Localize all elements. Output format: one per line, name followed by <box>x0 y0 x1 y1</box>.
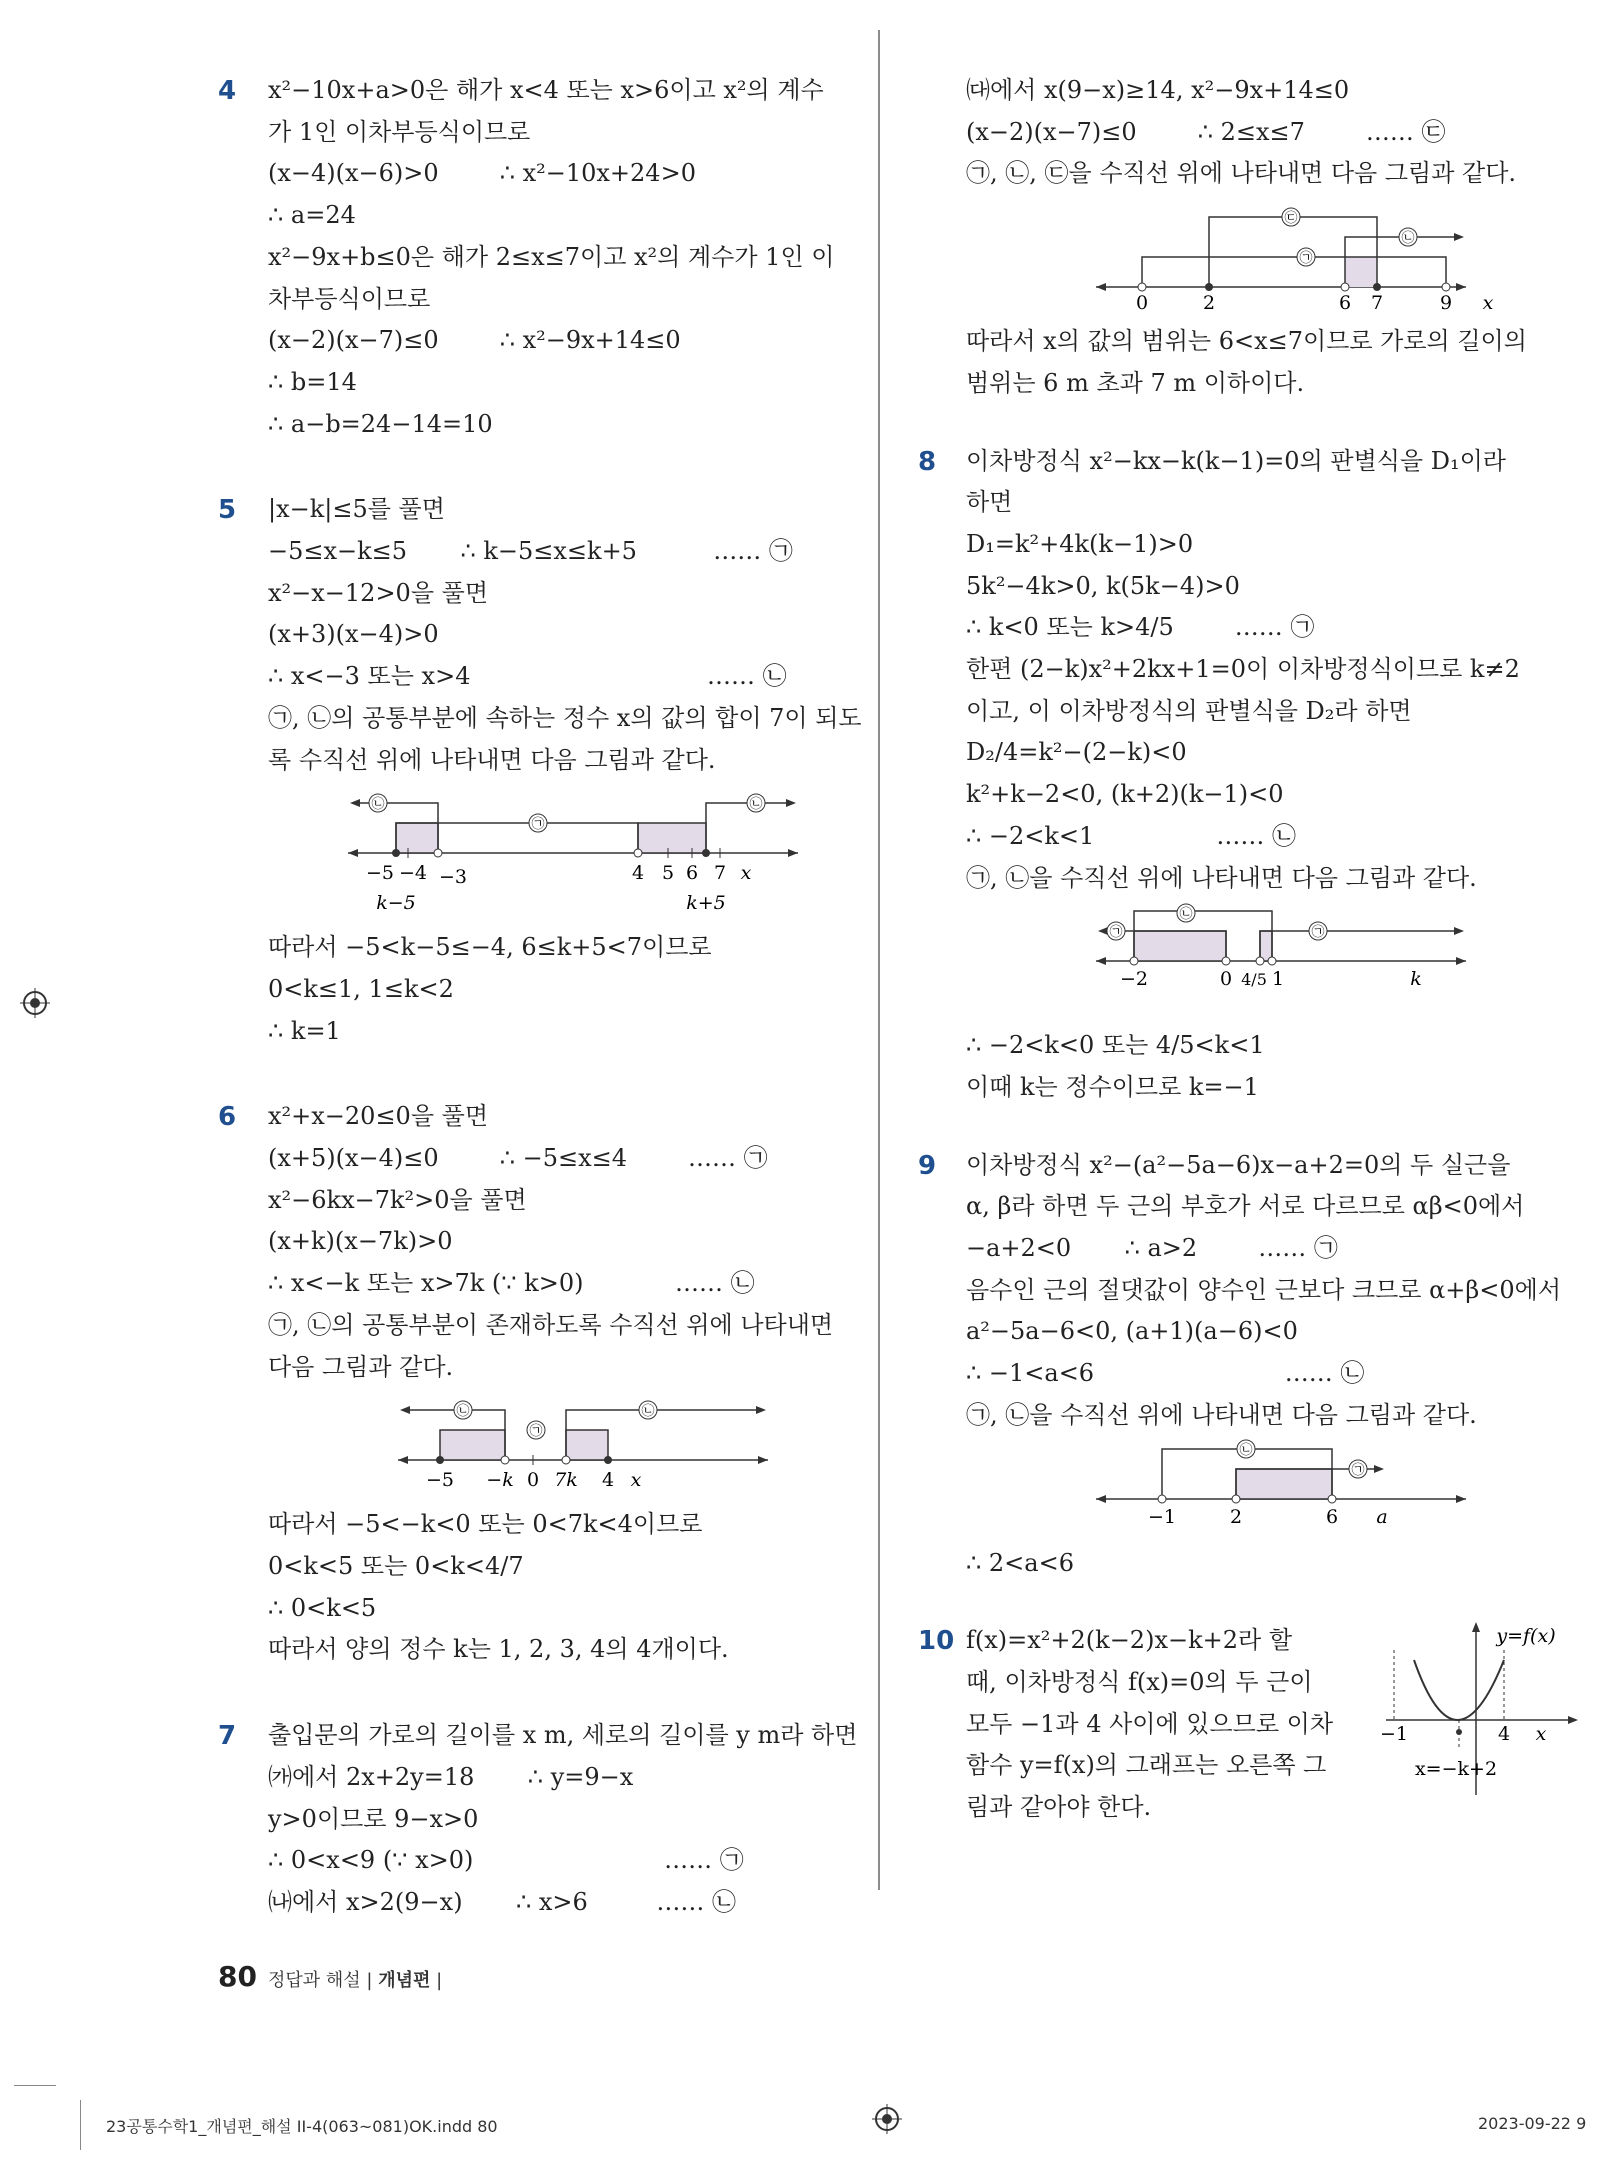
fig-label: ㉠ <box>1311 925 1325 941</box>
text-line: y>0이므로 9−x>0 <box>268 1804 479 1833</box>
number-line-figure <box>966 201 1526 315</box>
fig-label: ㉡ <box>371 797 385 813</box>
text-line: ∴ x<−k 또는 x>7k (∵ k>0) …… ㉡ <box>268 1269 755 1298</box>
text-line: (x−2)(x−7)≤0 ∴ 2≤x≤7 …… ㉢ <box>966 117 1446 146</box>
fig-label: −5 <box>425 1469 455 1492</box>
text-line: 따라서 양의 정수 k는 1, 2, 3, 4의 4개이다. <box>268 1635 729 1664</box>
text-line: (x−2)(x−7)≤0 ∴ x²−9x+14≤0 <box>268 326 681 355</box>
fig-label: ㉠ <box>1351 1462 1365 1478</box>
text-line: ∴ 2<a<6 <box>966 1548 1074 1577</box>
fig-label: k+5 <box>686 892 726 915</box>
text-line: 5k²−4k>0, k(5k−4)>0 <box>966 571 1240 600</box>
footer-label: 정답과 해설 | 개념편 | <box>268 1970 443 1991</box>
text-line: ㈏에서 x>2(9−x) ∴ x>6 …… ㉡ <box>268 1887 737 1916</box>
fig-label: 7 <box>713 862 727 885</box>
text-line: 함수 y=f(x)의 그래프는 오른쪽 그 <box>966 1751 1327 1780</box>
fig-label: 2 <box>1202 292 1216 315</box>
fig-label: ㉡ <box>1401 231 1415 247</box>
text-line: |x−k|≤5를 풀면 <box>268 495 445 524</box>
fig-label: −1 <box>1379 1723 1409 1746</box>
text-line: ㈐에서 x(9−x)≥14, x²−9x+14≤0 <box>966 76 1350 104</box>
problem-6 <box>218 1096 848 1671</box>
registration-mark-icon <box>20 988 50 1018</box>
fig-label: 9 <box>1439 292 1453 315</box>
fig-label: ㉠ <box>1299 251 1313 267</box>
column-divider <box>878 30 880 1890</box>
text-line: 음수인 근의 절댓값이 양수인 근보다 크므로 α+β<0에서 <box>966 1275 1562 1304</box>
text-line: 록 수직선 위에 나타내면 다음 그림과 같다. <box>268 745 716 774</box>
number-line-figure <box>966 1443 1526 1533</box>
text-line: ∴ a=24 <box>268 201 356 230</box>
text-line: 때, 이차방정식 f(x)=0의 두 근이 <box>966 1667 1313 1696</box>
text-line: ∴ 0<k<5 <box>268 1593 377 1622</box>
text-line: ∴ −2<k<1 …… ㉡ <box>966 821 1296 850</box>
slug-left: 23공통수학1_개념편_해설 II-4(063~081)OK.indd 80 <box>106 2117 498 2136</box>
problem-7-continued <box>918 70 1538 405</box>
text-line: ∴ −2<k<0 또는 4/5<k<1 <box>966 1031 1265 1060</box>
fig-label: 6 <box>1338 292 1352 315</box>
fig-label: x <box>1482 292 1494 315</box>
fig-label: a <box>1376 1505 1388 1528</box>
text-line: −5≤x−k≤5 ∴ k−5≤x≤k+5 …… ㉠ <box>268 537 793 566</box>
text-line: ㉠, ㉡을 수직선 위에 나타내면 다음 그림과 같다. <box>966 1400 1477 1429</box>
fig-label: 4 <box>1497 1723 1511 1746</box>
problem-4 <box>218 70 848 445</box>
text-line: −a+2<0 ∴ a>2 …… ㉠ <box>966 1234 1338 1263</box>
text-line: 하면 <box>966 488 1013 517</box>
fig-label: ㉢ <box>1284 211 1298 227</box>
fig-label: 6 <box>685 862 699 885</box>
fig-label: 7 <box>1370 292 1384 315</box>
text-line: (x−4)(x−6)>0 ∴ x²−10x+24>0 <box>268 159 696 188</box>
fig-label: ㉡ <box>749 797 763 813</box>
text-line: (x+k)(x−7k)>0 <box>268 1227 453 1256</box>
text-line: f(x)=x²+2(k−2)x−k+2라 할 <box>966 1626 1293 1655</box>
fig-label: −4 <box>398 862 428 885</box>
text-line: α, β라 하면 두 근의 부호가 서로 다르므로 αβ<0에서 <box>966 1192 1525 1221</box>
text-line: 이차방정식 x²−(a²−5a−6)x−a+2=0의 두 실근을 <box>966 1150 1511 1179</box>
crop-mark <box>14 2085 56 2086</box>
fig-label: −3 <box>438 866 468 889</box>
text-line: ∴ a−b=24−14=10 <box>268 409 493 438</box>
fig-label: 0 <box>526 1469 540 1492</box>
text-line: x²−9x+b≤0은 해가 2≤x≤7이고 x²의 계수가 1인 이 <box>268 242 835 271</box>
text-line: x²−6kx−7k²>0을 풀면 <box>268 1185 527 1214</box>
fig-label: ㉡ <box>1239 1442 1253 1458</box>
text-line: 림과 같아야 한다. <box>966 1793 1152 1822</box>
text-line: D₁=k²+4k(k−1)>0 <box>966 529 1194 558</box>
number-line-figure <box>268 1394 828 1494</box>
fig-label: −1 <box>1147 1505 1177 1528</box>
problem-number: 8 <box>918 446 937 477</box>
fig-label: 4/5 <box>1241 970 1267 990</box>
fig-label: −5 <box>365 862 395 885</box>
text-line: ㉠, ㉡, ㉢을 수직선 위에 나타내면 다음 그림과 같다. <box>966 159 1517 188</box>
problem-5 <box>218 489 862 1052</box>
text-line: 따라서 −5<k−5≤−4, 6≤k+5<7이므로 <box>268 933 712 962</box>
right-column <box>918 70 1562 1873</box>
problem-8 <box>918 441 1538 1109</box>
fig-label: 6 <box>1325 1505 1339 1528</box>
problem-7 <box>218 1715 858 1924</box>
fig-label: ㉠ <box>1109 925 1123 941</box>
text-line: ∴ b=14 <box>268 367 357 396</box>
text-line: (x+5)(x−4)≤0 ∴ −5≤x≤4 …… ㉠ <box>268 1144 768 1173</box>
text-line: ㉠, ㉡의 공통부분이 존재하도록 수직선 위에 나타내면 <box>268 1310 834 1339</box>
text-line: k²+k−2<0, (k+2)(k−1)<0 <box>966 780 1284 809</box>
fig-label: 1 <box>1271 968 1285 991</box>
number-line-figure <box>966 905 1526 1015</box>
fig-label: x <box>740 862 752 885</box>
text-line: ㉠, ㉡의 공통부분에 속하는 정수 x의 값의 합이 7이 되도 <box>268 703 862 732</box>
fig-label: ㉠ <box>529 1424 543 1440</box>
crop-mark <box>80 2100 81 2150</box>
fig-label: ㉠ <box>531 817 545 833</box>
text-line: 범위는 6 m 초과 7 m 이하이다. <box>966 368 1305 397</box>
page-number: 80 <box>218 1960 257 1993</box>
text-line: 0<k≤1, 1≤k<2 <box>268 974 454 1003</box>
text-line: ㈎에서 2x+2y=18 ∴ y=9−x <box>268 1762 634 1791</box>
footer-section: 개념편 <box>378 1970 431 1991</box>
fig-label: 0 <box>1219 968 1233 991</box>
problem-10 <box>918 1620 1556 1829</box>
text-line: 따라서 −5<−k<0 또는 0<7k<4이므로 <box>268 1510 703 1539</box>
footer-title: 정답과 해설 <box>268 1970 361 1991</box>
text-line: 이차방정식 x²−kx−k(k−1)=0의 판별식을 D₁이라 <box>966 446 1506 475</box>
text-line: D₂/4=k²−(2−k)<0 <box>966 738 1187 767</box>
text-line: 0<k<5 또는 0<k<4/7 <box>268 1551 524 1580</box>
fig-label: y=f(x) <box>1496 1625 1556 1648</box>
problem-number: 6 <box>218 1102 237 1133</box>
text-line: ∴ k=1 <box>268 1016 341 1045</box>
problem-number: 9 <box>918 1150 937 1181</box>
fig-label: 0 <box>1135 292 1149 315</box>
text-line: x²−x−12>0을 풀면 <box>268 578 489 607</box>
fig-label: k <box>1410 968 1422 991</box>
text-line: ∴ k<0 또는 k>4/5 …… ㉠ <box>966 613 1315 642</box>
fig-label: x=−k+2 <box>1414 1758 1498 1781</box>
text-line: 출입문의 가로의 길이를 x m, 세로의 길이를 y m라 하면 <box>268 1721 858 1750</box>
text-line: ㉠, ㉡을 수직선 위에 나타내면 다음 그림과 같다. <box>966 863 1477 892</box>
text-line: ∴ x<−3 또는 x>4 …… ㉡ <box>268 662 787 691</box>
fig-label: 5 <box>661 862 675 885</box>
text-line: 한편 (2−k)x²+2kx+1=0이 이차방정식이므로 k≠2 <box>966 655 1520 684</box>
text-line: 다음 그림과 같다. <box>268 1352 454 1381</box>
fig-label: ㉡ <box>456 1404 470 1420</box>
fig-label: ㉡ <box>641 1404 655 1420</box>
parabola-figure <box>1379 1620 1586 1800</box>
fig-label: x <box>630 1469 642 1492</box>
text-line: x²−10x+a>0은 해가 x<4 또는 x>6이고 x²의 계수 <box>268 76 824 104</box>
text-line: 차부등식이므로 <box>268 284 431 313</box>
registration-mark-icon <box>872 2104 902 2134</box>
text-line: 모두 −1과 4 사이에 있으므로 이차 <box>966 1709 1334 1738</box>
fig-label: −k <box>486 1469 514 1492</box>
text-line: 이때 k는 정수이므로 k=−1 <box>966 1072 1259 1101</box>
fig-label: 2 <box>1229 1505 1243 1528</box>
fig-label: x <box>1535 1723 1547 1746</box>
problem-number: 4 <box>218 76 237 106</box>
fig-label: ㉡ <box>1179 907 1193 923</box>
text-line: x²+x−20≤0을 풀면 <box>268 1102 489 1131</box>
slug-right: 2023-09-22 9 <box>1478 2114 1587 2133</box>
fig-label: 7k <box>554 1469 578 1492</box>
text-line: ∴ 0<x<9 (∵ x>0) …… ㉠ <box>268 1846 744 1875</box>
text-line: 가 1인 이차부등식이므로 <box>268 117 531 146</box>
text-line: ∴ −1<a<6 …… ㉡ <box>966 1359 1365 1388</box>
text-line: a²−5a−6<0, (a+1)(a−6)<0 <box>966 1317 1298 1346</box>
left-column <box>218 70 862 1968</box>
problem-number: 5 <box>218 495 237 526</box>
fig-label: 4 <box>601 1469 615 1492</box>
fig-label: 4 <box>631 862 645 885</box>
problem-number: 7 <box>218 1721 237 1752</box>
text-line: (x+3)(x−4)>0 <box>268 620 439 649</box>
problem-number: 10 <box>918 1626 955 1657</box>
problem-9 <box>918 1145 1562 1585</box>
number-line-figure <box>268 787 828 917</box>
fig-label: k−5 <box>376 892 416 915</box>
text-line: 따라서 x의 값의 범위는 6<x≤7이므로 가로의 길이의 <box>966 327 1527 356</box>
fig-label: −2 <box>1119 968 1149 991</box>
text-line: 이고, 이 이차방정식의 판별식을 D₂라 하면 <box>966 696 1412 725</box>
